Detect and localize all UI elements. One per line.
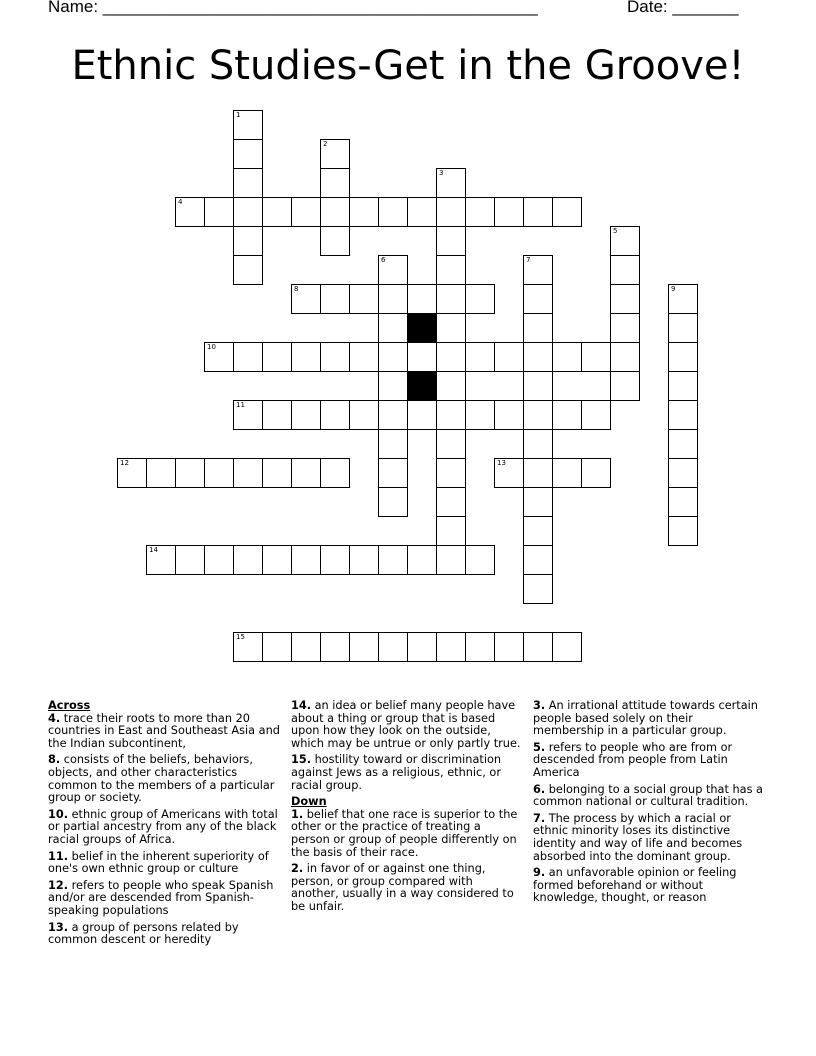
crossword-cell[interactable]: [320, 168, 350, 198]
clue-item: [48, 713, 280, 751]
crossword-cell[interactable]: [262, 400, 292, 430]
clue-number: 7: [526, 256, 531, 264]
crossword-cell[interactable]: [610, 371, 640, 401]
crossword-cell[interactable]: [233, 632, 263, 662]
page-title: Ethnic Studies-Get in the Groove!: [71, 43, 745, 89]
crossword-cell[interactable]: [523, 429, 553, 459]
clue-item-text: The process by which a racial or ethnic minority loses its distinctive identity and way of life and becomes absorbed into the dominant group.: [533, 811, 743, 863]
crossword-cell[interactable]: [291, 545, 321, 575]
crossword-cell[interactable]: [668, 284, 698, 314]
crossword-cell[interactable]: [233, 458, 263, 488]
crossword-cell[interactable]: [668, 313, 698, 343]
clue-item-text: consists of the beliefs, behaviors, objects, and other characteristics common to the members of a particular group or society.: [48, 753, 275, 805]
clue-item-text: a group of persons related by common descent or heredity: [48, 920, 239, 947]
crossword-cell[interactable]: [465, 197, 495, 227]
crossword-cell[interactable]: [291, 197, 321, 227]
crossword-cell[interactable]: [349, 545, 379, 575]
clue-number: 10: [207, 343, 216, 351]
crossword-cell[interactable]: [523, 197, 553, 227]
clue-item-text: an unfavorable opinion or feeling formed beforehand or without knowledge, thought, or reason: [533, 866, 737, 905]
clue-number: 5: [613, 227, 618, 235]
crossword-cell[interactable]: [378, 284, 408, 314]
clue-item-text: An irrational attitude towards certain people based solely on their membership in a particular group.: [533, 699, 758, 738]
clue-item-number: 13.: [48, 920, 69, 934]
clues-column-1: [48, 700, 280, 951]
crossword-cell[interactable]: [668, 458, 698, 488]
crossword-cell[interactable]: [262, 458, 292, 488]
crossword-cell[interactable]: [494, 458, 524, 488]
clue-item-number: 15.: [291, 753, 312, 767]
crossword-cell[interactable]: [349, 342, 379, 372]
crossword-cell[interactable]: [436, 255, 466, 285]
crossword-cell[interactable]: [233, 197, 263, 227]
clue-number: 3: [439, 169, 444, 177]
crossword-cell[interactable]: [436, 632, 466, 662]
crossword-cell[interactable]: [465, 632, 495, 662]
crossword-cell[interactable]: [349, 400, 379, 430]
crossword-black-cell: [407, 371, 437, 401]
clue-item: [291, 700, 523, 750]
crossword-cell[interactable]: [320, 632, 350, 662]
crossword-cell[interactable]: [378, 400, 408, 430]
crossword-cell[interactable]: [320, 400, 350, 430]
clue-item: [48, 851, 280, 876]
crossword-cell[interactable]: [552, 400, 582, 430]
crossword-cell[interactable]: [552, 458, 582, 488]
crossword-cell[interactable]: [175, 458, 205, 488]
crossword-cell[interactable]: [552, 632, 582, 662]
crossword-cell[interactable]: [378, 429, 408, 459]
crossword-cell[interactable]: [320, 226, 350, 256]
clue-item: [48, 880, 280, 918]
crossword-cell[interactable]: [407, 545, 437, 575]
clue-item-number: 7.: [533, 811, 546, 825]
crossword-cell[interactable]: [407, 632, 437, 662]
clue-number: 8: [294, 285, 299, 293]
crossword-cell[interactable]: [233, 110, 263, 140]
crossword-cell[interactable]: [465, 400, 495, 430]
crossword-cell[interactable]: [610, 313, 640, 343]
crossword-cell[interactable]: [233, 400, 263, 430]
crossword-cell[interactable]: [233, 139, 263, 169]
clue-number: 1: [236, 111, 241, 119]
clue-number: 2: [323, 140, 328, 148]
clue-number: 13: [497, 459, 506, 467]
crossword-cell[interactable]: [610, 226, 640, 256]
crossword-cell[interactable]: [668, 400, 698, 430]
crossword-cell[interactable]: [233, 226, 263, 256]
crossword-cell[interactable]: [668, 429, 698, 459]
crossword-cell[interactable]: [262, 632, 292, 662]
crossword-cell[interactable]: [436, 226, 466, 256]
clue-number: 4: [178, 198, 183, 206]
crossword-cell[interactable]: [610, 342, 640, 372]
crossword-cell[interactable]: [465, 342, 495, 372]
crossword-cell[interactable]: [378, 458, 408, 488]
clue-item-number: 11.: [48, 849, 69, 863]
crossword-cell[interactable]: [378, 197, 408, 227]
crossword-cell[interactable]: [610, 255, 640, 285]
crossword-cell[interactable]: [581, 400, 611, 430]
crossword-cell[interactable]: [552, 197, 582, 227]
crossword-cell[interactable]: [378, 313, 408, 343]
clue-item-text: an idea or belief many people have about a thing or group that is based upon how they look on the outside, which may be untrue or only partly true.: [291, 699, 521, 750]
crossword-cell[interactable]: [407, 400, 437, 430]
clues-column-3: [533, 700, 765, 909]
clues-column-2: [291, 700, 523, 918]
crossword-cell[interactable]: [320, 139, 350, 169]
crossword-cell[interactable]: [668, 371, 698, 401]
clue-item-text: belonging to a social group that has a common national or cultural tradition.: [533, 782, 763, 809]
crossword-cell[interactable]: [320, 284, 350, 314]
crossword-cell[interactable]: [291, 400, 321, 430]
clue-number: 12: [120, 459, 129, 467]
crossword-cell[interactable]: [407, 284, 437, 314]
clue-item: [533, 742, 765, 780]
crossword-cell[interactable]: [523, 545, 553, 575]
crossword-cell[interactable]: [610, 284, 640, 314]
clue-number: 6: [381, 256, 386, 264]
crossword-cell[interactable]: [378, 487, 408, 517]
clue-item-text: trace their roots to more than 20 countries in East and Southeast Asia and the Indian subcontinent,: [48, 711, 280, 750]
crossword-cell[interactable]: [436, 516, 466, 546]
crossword-cell[interactable]: [523, 313, 553, 343]
crossword-cell[interactable]: [465, 545, 495, 575]
clue-item: [533, 867, 765, 905]
across-heading: Across: [48, 699, 91, 712]
crossword-cell[interactable]: [494, 342, 524, 372]
crossword-cell[interactable]: [436, 487, 466, 517]
crossword-cell[interactable]: [349, 197, 379, 227]
clue-number: 14: [149, 546, 158, 554]
clue-item-number: 1.: [291, 807, 304, 821]
clue-item-number: 2.: [291, 862, 304, 876]
crossword-cell[interactable]: [378, 632, 408, 662]
crossword-cell[interactable]: [262, 342, 292, 372]
crossword-cell[interactable]: [436, 458, 466, 488]
crossword-cell[interactable]: [668, 487, 698, 517]
crossword-cell[interactable]: [436, 313, 466, 343]
clue-item: [291, 754, 523, 792]
crossword-cell[interactable]: [117, 458, 147, 488]
crossword-cell[interactable]: [494, 400, 524, 430]
crossword-cell[interactable]: [320, 458, 350, 488]
crossword-cell[interactable]: [581, 342, 611, 372]
crossword-cell[interactable]: [320, 197, 350, 227]
crossword-cell[interactable]: [494, 197, 524, 227]
crossword-cell[interactable]: [523, 574, 553, 604]
crossword-cell[interactable]: [465, 284, 495, 314]
clue-item-text: in favor of or against one thing, person, or group compared with another, usually in a way considered to be unfair.: [291, 862, 514, 913]
clue-item-number: 6.: [533, 782, 546, 796]
crossword-cell[interactable]: [291, 632, 321, 662]
crossword-cell[interactable]: [494, 632, 524, 662]
clue-item-number: 3.: [533, 699, 546, 712]
crossword-cell[interactable]: [668, 342, 698, 372]
crossword-black-cell: [407, 313, 437, 343]
clue-item: [533, 700, 765, 738]
crossword-cell[interactable]: [204, 458, 234, 488]
clue-item: [533, 813, 765, 863]
crossword-cell[interactable]: [378, 371, 408, 401]
crossword-cell[interactable]: [204, 545, 234, 575]
clue-item: [291, 809, 523, 859]
clue-item: [533, 784, 765, 809]
crossword-cell[interactable]: [407, 197, 437, 227]
clue-item-text: belief in the inherent superiority of one's own ethnic group or culture: [48, 849, 269, 876]
clue-item-text: belief that one race is superior to the other or the practice of treating a person or group of people differently on the basis of their race.: [291, 807, 518, 859]
crossword-cell[interactable]: [204, 197, 234, 227]
clue-item-text: hostility toward or discrimination against Jews as a religious, ethnic, or racial group.: [291, 753, 502, 792]
crossword-cell[interactable]: [291, 342, 321, 372]
clue-item-number: 10.: [48, 807, 69, 821]
down-heading: Down: [291, 795, 327, 809]
crossword-cell[interactable]: [523, 487, 553, 517]
name-field-label: Name: ______________________________________________: [48, 0, 538, 16]
crossword-cell[interactable]: [291, 458, 321, 488]
clue-item-text: refers to people who speak Spanish and/or are descended from Spanish-speaking populations: [48, 878, 274, 917]
clue-number: 9: [671, 285, 676, 293]
clue-item: [48, 809, 280, 847]
crossword-cell[interactable]: [523, 342, 553, 372]
crossword-cell[interactable]: [349, 632, 379, 662]
crossword-cell[interactable]: [436, 429, 466, 459]
clue-item-number: 8.: [48, 753, 61, 767]
crossword-cell[interactable]: [233, 545, 263, 575]
crossword-cell[interactable]: [668, 516, 698, 546]
crossword-cell[interactable]: [407, 342, 437, 372]
crossword-cell[interactable]: [523, 400, 553, 430]
crossword-cell[interactable]: [291, 284, 321, 314]
clue-item-number: 12.: [48, 878, 69, 892]
crossword-cell[interactable]: [146, 545, 176, 575]
crossword-cell[interactable]: [523, 284, 553, 314]
clue-item-number: 4.: [48, 711, 61, 725]
crossword-cell[interactable]: [523, 632, 553, 662]
clue-item-number: 14.: [291, 699, 312, 712]
clue-item-text: ethnic group of Americans with total or partial ancestry from any of the black racial groups of Africa.: [48, 807, 278, 846]
crossword-cell[interactable]: [523, 371, 553, 401]
crossword-cell[interactable]: [436, 197, 466, 227]
crossword-cell[interactable]: [320, 545, 350, 575]
clue-item-number: 5.: [533, 740, 546, 754]
crossword-cell[interactable]: [523, 458, 553, 488]
clue-number: 15: [236, 633, 245, 641]
crossword-cell[interactable]: [436, 545, 466, 575]
crossword-cell[interactable]: [349, 284, 379, 314]
date-field-label: Date: _______: [627, 0, 739, 16]
crossword-cell[interactable]: [523, 255, 553, 285]
clue-item-number: 9.: [533, 866, 546, 880]
crossword-cell[interactable]: [175, 545, 205, 575]
crossword-cell[interactable]: [233, 342, 263, 372]
crossword-cell[interactable]: [204, 342, 234, 372]
clue-number: 11: [236, 401, 245, 409]
crossword-cell[interactable]: [436, 400, 466, 430]
crossword-cell[interactable]: [552, 342, 582, 372]
crossword-cell[interactable]: [262, 545, 292, 575]
crossword-cell[interactable]: [523, 516, 553, 546]
crossword-cell[interactable]: [581, 458, 611, 488]
crossword-cell[interactable]: [146, 458, 176, 488]
clue-item: [291, 863, 523, 913]
crossword-cell[interactable]: [175, 197, 205, 227]
clue-item: [48, 922, 280, 947]
crossword-cell[interactable]: [436, 284, 466, 314]
crossword-cell[interactable]: [378, 545, 408, 575]
crossword-cell[interactable]: [262, 197, 292, 227]
crossword-cell[interactable]: [436, 168, 466, 198]
crossword-cell[interactable]: [378, 255, 408, 285]
crossword-cell[interactable]: [233, 168, 263, 198]
crossword-cell[interactable]: [436, 342, 466, 372]
crossword-cell[interactable]: [378, 342, 408, 372]
crossword-cell[interactable]: [320, 342, 350, 372]
crossword-cell[interactable]: [436, 371, 466, 401]
crossword-cell[interactable]: [233, 255, 263, 285]
clue-item-text: refers to people who are from or descended from people from Latin America: [533, 740, 733, 779]
clue-item: [48, 754, 280, 804]
